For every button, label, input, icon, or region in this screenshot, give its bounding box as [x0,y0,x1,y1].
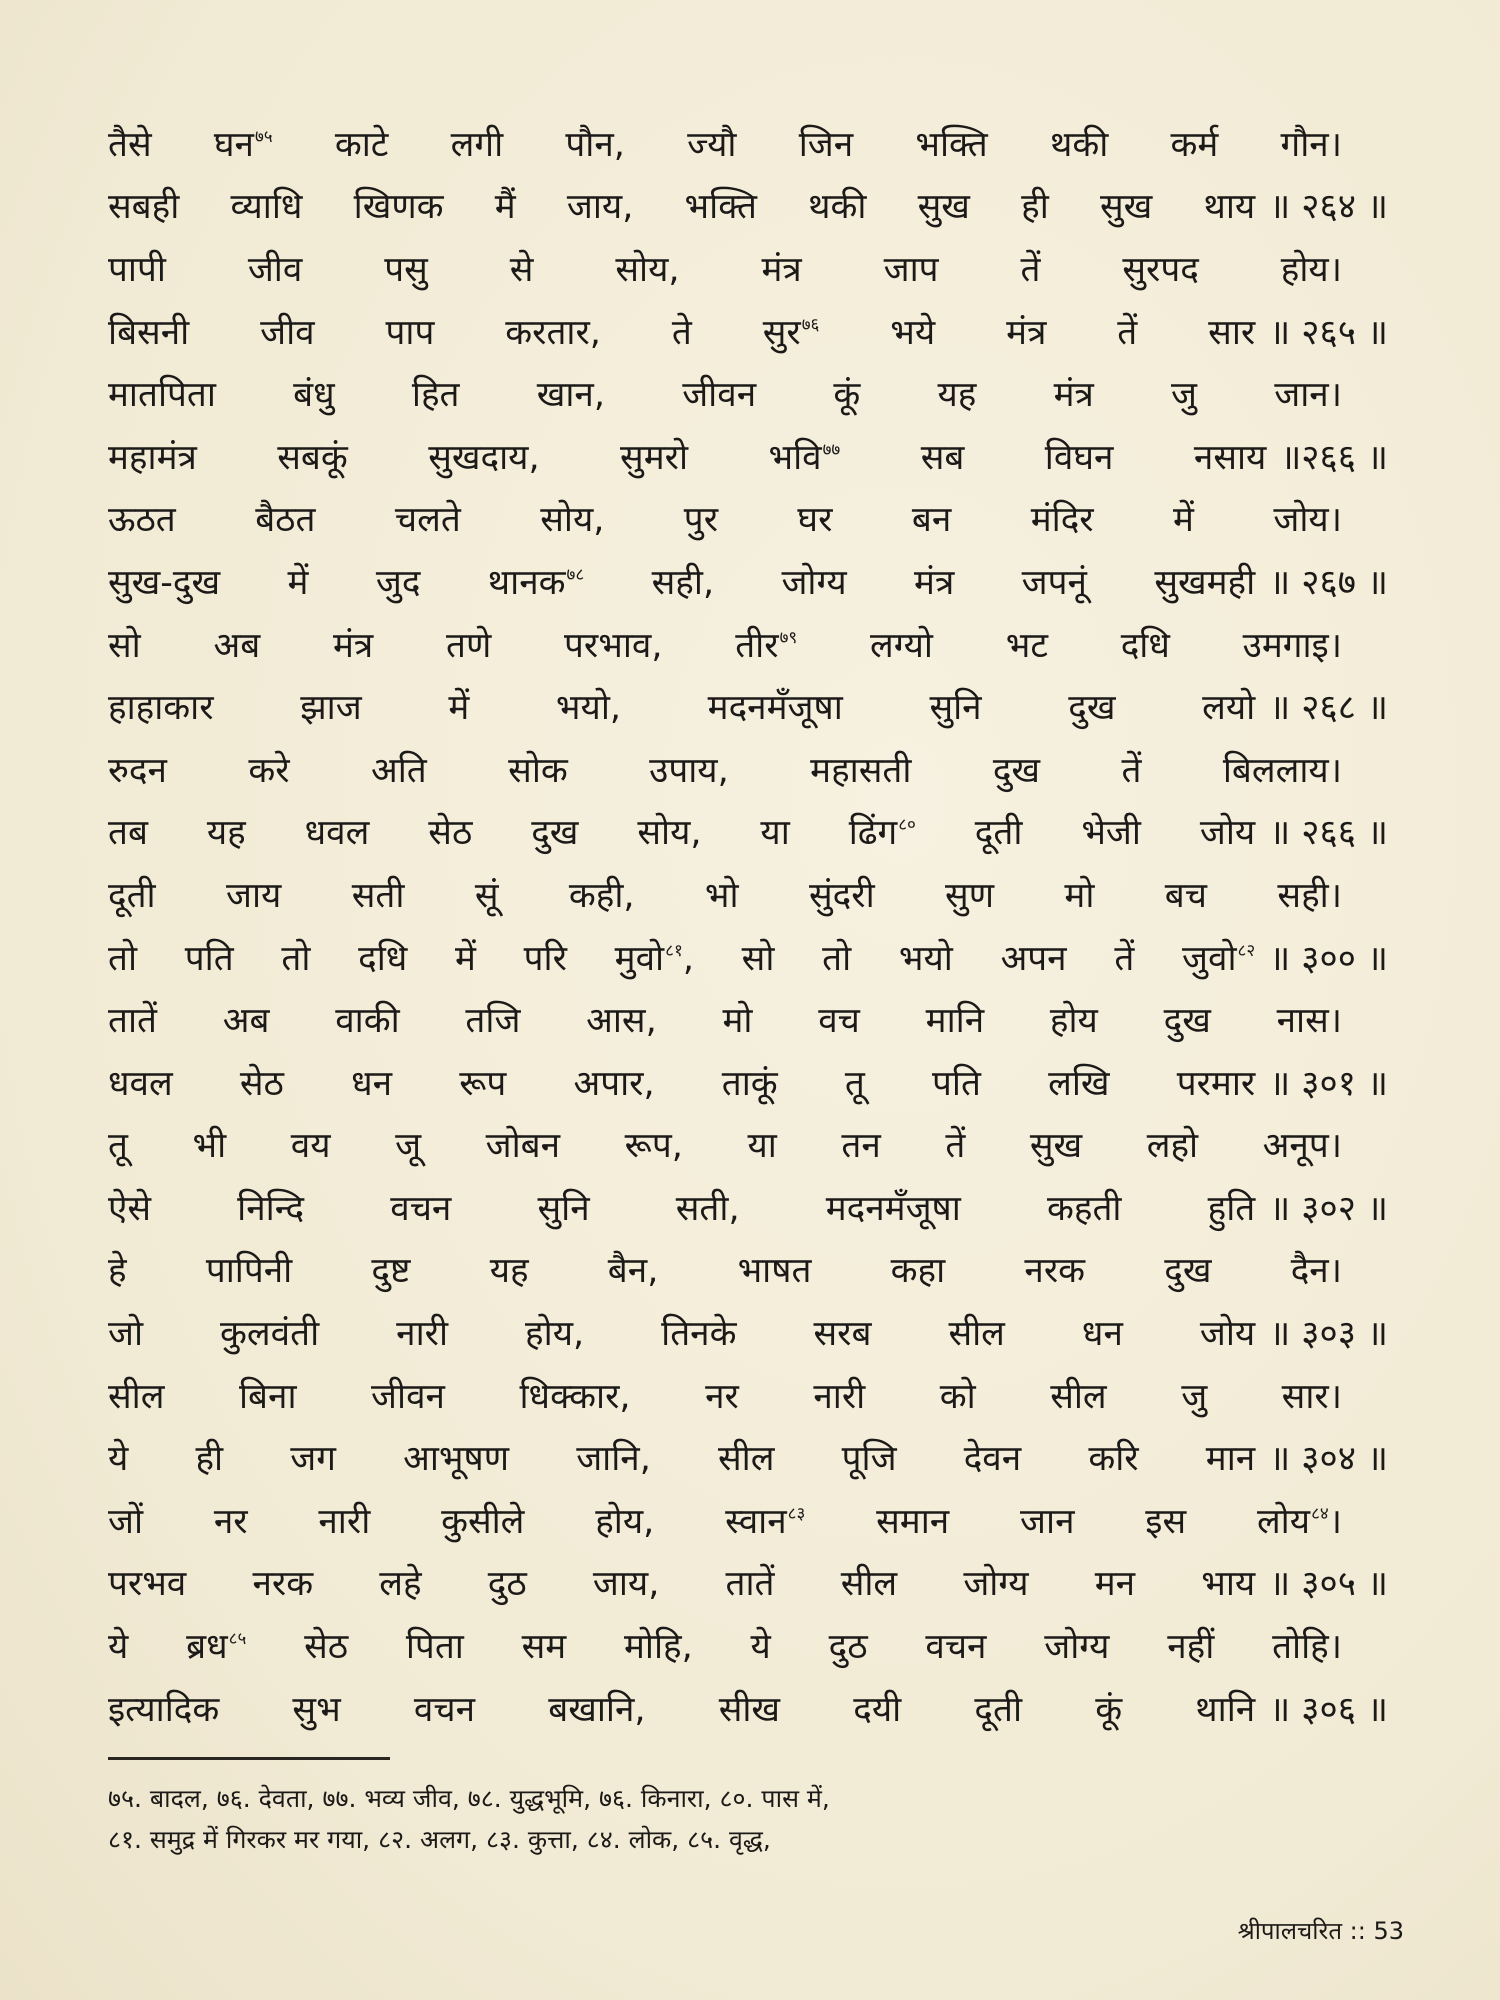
verse-line-text [108,871,1342,918]
verse-segment: सील बिना जीवन धिक्कार, नर नारी को सील जु सार। [108,1376,1342,1417]
footnote-line: ८१. समुद्र में गिरकर मर गया, ८२. अलग, ८३. कुत्ता, ८४. लोक, ८५. वृद्ध, [108,1825,771,1854]
verse-segment: लग्यो भट दधि उमगाइ। [797,625,1342,666]
verse-number: ॥ २६८ ॥ [1269,688,1388,729]
verse-line [108,738,1388,801]
footnote-marker: ७८ [566,564,585,585]
verse-line [108,425,1388,488]
verse-segment: दूती भेजी जोय [915,813,1256,854]
verse-segment: सो अब मंत्र तणे परभाव, तीर [108,625,779,666]
verse-segment: । [1328,1501,1343,1542]
verse-segment: सबही व्याधि खिणक मैं जाय, भक्ति थकी सुख ही सुख थाय [108,187,1256,228]
verse-line-text [108,308,1255,355]
verse-line [108,1176,1388,1239]
verse-number: ॥ २६४ ॥ [1269,187,1388,228]
verse-segment: सब विघन नसाय [840,437,1267,478]
verse-number: ॥ ३०० ॥ [1269,938,1388,979]
verse-segment: परभव नरक लहे दुठ जाय, तातें सील जोग्य मन भाय [108,1564,1256,1605]
verse-segment: हाहाकार झाज में भयो, मदनमँजूषा सुनि दुख लयो [108,688,1256,729]
verse-number: ॥ ३०५ ॥ [1269,1564,1388,1605]
verse-line-text [108,683,1255,730]
page-number: 53 [1373,1917,1404,1945]
footer-separator: :: [1349,1917,1366,1945]
verse-line-text [108,808,1255,855]
verse-number: ॥ ३०४ ॥ [1269,1439,1388,1480]
verse-line-text [108,1309,1255,1356]
book-title: श्रीपालचरित [1237,1917,1342,1945]
footnote-marker: ८४ [1311,1503,1329,1524]
verse-line-text [108,1184,1255,1231]
verse-segment: भये मंत्र तें सार [819,312,1256,353]
footnote-marker: ८२ [1237,940,1256,961]
verse-line [108,926,1388,989]
verse-line [108,1489,1388,1552]
verse-line [108,1426,1388,1489]
verse-line [108,1051,1388,1114]
verse-segment: समान जान इस लोय [805,1501,1311,1542]
verse-line-text [108,1246,1342,1293]
footnote-marker: ७९ [779,627,798,648]
verse-line-text [108,1559,1255,1606]
footnote-marker: ८३ [787,1503,806,1524]
verse-line [108,1552,1388,1615]
verse-segment: तो पति तो दधि में परि मुवो [108,938,665,979]
verse-line-text [108,495,1342,542]
footnote-marker: ७६ [801,314,820,335]
verse-number: ॥ ३०६ ॥ [1269,1689,1388,1730]
verse-segment: महामंत्र सबकूं सुखदाय, सुमरो भवि [108,437,822,478]
verse-line-text [108,1372,1342,1419]
verse-segment: ये ब्रध [108,1627,228,1668]
verse-segment: हे पापिनी दुष्ट यह बैन, भाषत कहा नरक दुख दैन। [108,1251,1342,1292]
verse-segment: काटे लगी पौन, ज्यौ जिन भक्ति थकी कर्म गौन। [272,124,1342,165]
verse-segment: ये ही जग आभूषण जानि, सील पूजि देवन करि मान [108,1439,1256,1480]
verse-number: ॥ ३०१ ॥ [1269,1063,1388,1104]
verse-segment: तैसे घन [108,124,254,165]
verse-segment: धवल सेठ धन रूप अपार, ताकूं तू पति लखि परमार [108,1063,1256,1104]
verse-line-text [108,1434,1255,1481]
verse-segment: सेठ पिता सम मोहि, ये दुठ वचन जोग्य नहीं तोहि। [246,1627,1343,1668]
verse-segment: इत्यादिक सुभ वचन बखानि, सीख दयी दूती कूं थानि [108,1689,1256,1730]
verse-segment: ऐसे निन्दि वचन सुनि सती, मदनमँजूषा कहती हुति [108,1188,1256,1229]
verse-segment: सुख-दुख में जुद थानक [108,562,566,603]
verse-line [108,1364,1388,1427]
verse-segment: जो कुलवंती नारी होय, तिनके सरब सील धन जोय [108,1314,1256,1355]
page-footer [1238,1914,1404,1947]
verse-line [108,863,1388,926]
verse-segment: तब यह धवल सेठ दुख सोय, या ढिंग [108,813,898,854]
verse-number: ॥ २६७ ॥ [1269,562,1388,603]
verse-segment: पापी जीव पसु से सोय, मंत्र जाप तें सुरपद होय। [108,249,1342,290]
verse-segment: बिसनी जीव पाप करतार, ते सुर [108,312,801,353]
verse-line-text [108,746,1342,793]
verse-text [108,112,1388,1739]
verse-line [108,550,1388,613]
verse-line [108,1677,1388,1740]
verse-line [108,988,1388,1051]
verse-line-text [108,996,1342,1043]
verse-line [108,237,1388,300]
verse-line-text [108,621,1342,668]
verse-line-text [108,1121,1342,1168]
verse-segment: दूती जाय सती सूं कही, भो सुंदरी सुण मो बच सही। [108,875,1342,916]
verse-segment: सही, जोग्य मंत्र जपनूं सुखमही [584,562,1256,603]
verse-line [108,1301,1388,1364]
verse-number: ॥ ३०२ ॥ [1269,1188,1388,1229]
verse-line [108,112,1388,175]
verse-line-text [108,370,1342,417]
footnote-marker: ७५ [254,126,273,147]
footnote-divider [108,1757,390,1760]
verse-line [108,1114,1388,1177]
footnote-marker: ८५ [228,1629,247,1650]
verse-line-text [108,245,1342,292]
verse-segment: मातपिता बंधु हित खान, जीवन कूं यह मंत्र जु जान। [108,375,1342,416]
verse-line-text [108,1059,1255,1106]
verse-segment: तू भी वय जू जोबन रूप, या तन तें सुख लहो अनूप। [108,1126,1342,1167]
footnote-line: ७५. बादल, ७६. देवता, ७७. भव्य जीव, ७८. युद्धभूमि, ७६. किनारा, ८०. पास में, [108,1784,830,1813]
verse-number: ॥२६६ ॥ [1280,437,1388,478]
verse-line-text [108,120,1342,167]
verse-line [108,488,1388,551]
verse-line-text [108,1497,1342,1544]
verse-line [108,1614,1388,1677]
verse-line [108,362,1388,425]
verse-line [108,175,1388,238]
verse-line [108,300,1388,363]
verse-segment: ऊठत बैठत चलते सोय, पुर घर बन मंदिर में जोय। [108,500,1342,541]
verse-line [108,675,1388,738]
verse-line-text [108,558,1255,605]
verse-number: ॥ ३०३ ॥ [1269,1314,1388,1355]
footnotes [108,1778,1398,1860]
verse-line [108,801,1388,864]
verse-segment: तातें अब वाकी तजि आस, मो वच मानि होय दुख नास। [108,1001,1342,1042]
verse-line-text [108,433,1266,480]
verse-line [108,613,1388,676]
verse-segment: , सो तो भयो अपन तें जुवो [682,938,1237,979]
verse-line [108,1239,1388,1302]
verse-number: ॥ २६६ ॥ [1269,813,1388,854]
footnote-marker: ८० [898,815,916,836]
verse-segment: रुदन करे अति सोक उपाय, महासती दुख तें बिललाय। [108,750,1342,791]
verse-line-text [108,1622,1342,1669]
footnote-marker: ८१ [665,940,683,961]
verse-line-text [108,182,1255,229]
verse-number: ॥ २६५ ॥ [1269,312,1388,353]
verse-line-text [108,1685,1255,1732]
verse-segment: जों नर नारी कुसीले होय, स्वान [108,1501,787,1542]
verse-line-text [108,934,1255,981]
footnote-marker: ७७ [822,439,841,460]
